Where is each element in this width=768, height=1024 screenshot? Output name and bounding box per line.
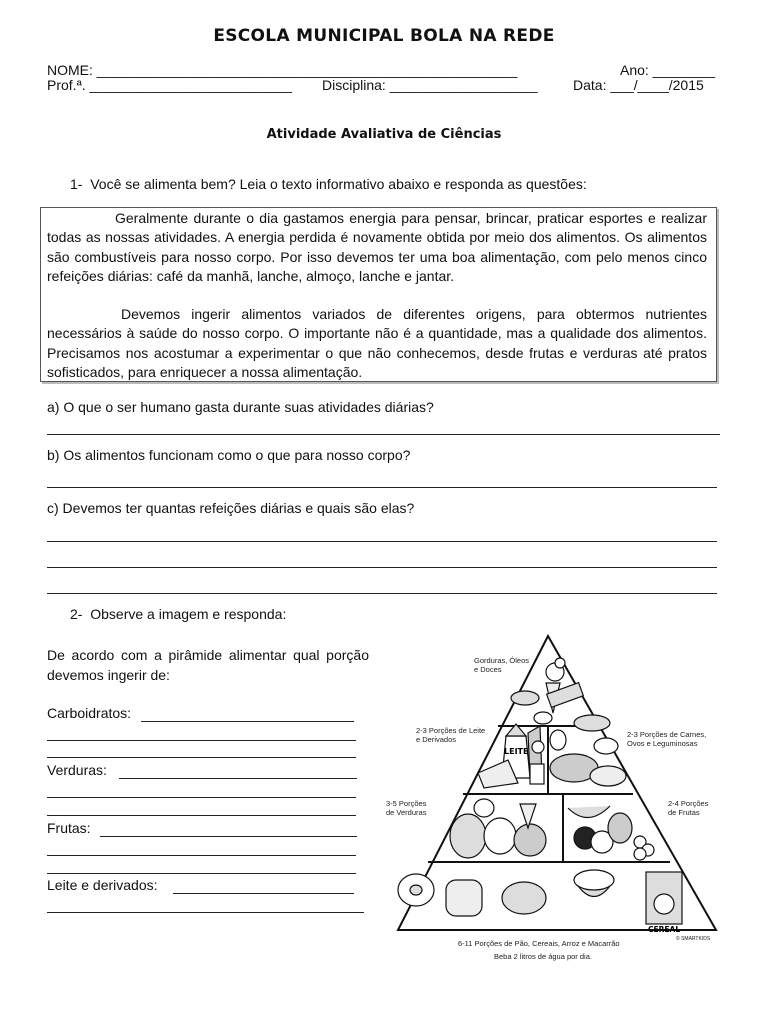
answer-line-b[interactable] [47, 487, 717, 488]
label-verduras: 3-5 Porções de Verduras [386, 799, 427, 817]
frutas-label: Frutas: [47, 820, 91, 836]
frutas-line-2[interactable] [47, 855, 356, 856]
label-gorduras: Gorduras, Óleos e Doces [474, 656, 530, 674]
activity-title: Atividade Avaliativa de Ciências [266, 127, 502, 142]
school-name: ESCOLA MUNICIPAL BOLA NA REDE [213, 26, 555, 46]
answer-line-a[interactable] [47, 434, 720, 435]
fruits-icon [568, 806, 654, 860]
answer-line-c2[interactable] [47, 567, 717, 568]
nome-field[interactable]: NOME: ______________________________________________________ [47, 62, 518, 78]
label-carnes: 2-3 Porções de Carnes, Ovos e Leguminosas [627, 730, 707, 748]
verduras-label: Verduras: [47, 762, 107, 778]
verduras-line-2[interactable] [47, 797, 356, 798]
food-pyramid-image [378, 628, 730, 938]
cereal-box-text: CEREAL [648, 925, 681, 934]
label-credit: © SMARTKIDS [676, 936, 711, 942]
ano-field[interactable]: Ano: ________ [620, 62, 715, 78]
leite-box-text: LEITE [504, 747, 529, 756]
verduras-line-3[interactable] [47, 815, 356, 816]
answer-line-c1[interactable] [47, 541, 717, 542]
question-b: b) Os alimentos funcionam como o que para nosso corpo? [47, 447, 411, 463]
carboidratos-line-3[interactable] [47, 757, 356, 758]
vegetables-icon [450, 799, 546, 858]
info-paragraph-1: Geralmente durante o dia gastamos energia para pensar, brincar, praticar esportes e realizar todas as nossas atividades. A energia perdida é novamente obtida por meio dos alimentos. Os alimentos são combustíveis para nosso corpo. Por isso devemos ter uma boa alimentação, com pelo menos cinco refeições diárias: café da manhã, lanche, almoço, lanche e jantar. [47, 210, 707, 285]
data-field[interactable]: Data: ___/____/2015 [573, 77, 704, 93]
disciplina-field[interactable]: Disciplina: ___________________ [322, 77, 538, 93]
carboidratos-line-2[interactable] [47, 740, 356, 741]
carboidratos-line-1[interactable] [141, 721, 354, 722]
question-2-prompt: 2- Observe a imagem e responda: [70, 606, 287, 622]
label-base: 6-11 Porções de Pão, Cereais, Arroz e Macarrão [458, 939, 620, 948]
info-paragraph-2: Devemos ingerir alimentos variados de diferentes origens, para obtermos nutrientes necessários à saúde do nosso corpo. O importante não é a quantidade, mas a qualidade dos alimentos. Precisamos nos acostumar a experimentar o que não conhecemos, desde frutas e verduras até pratos sofisticados, para enriquecer a nossa alimentação. [47, 306, 707, 381]
carboidratos-label: Carboidratos: [47, 705, 132, 721]
frutas-line-1[interactable] [100, 836, 357, 837]
grains-icon [398, 870, 682, 924]
answer-line-c3[interactable] [47, 593, 717, 594]
leite-label: Leite e derivados: [47, 877, 158, 893]
label-frutas: 2-4 Porções de Frutas [668, 799, 709, 817]
question-c: c) Devemos ter quantas refeições diárias e quais são elas? [47, 500, 415, 516]
verduras-line-1[interactable] [119, 778, 357, 779]
question-a: a) O que o ser humano gasta durante suas atividades diárias? [47, 399, 434, 415]
leite-line-2[interactable] [47, 912, 364, 913]
question-2-intro: De acordo com a pirâmide alimentar qual porção devemos ingerir de: [47, 647, 369, 683]
label-leite: 2-3 Porções de Leite e Derivados [416, 726, 486, 744]
frutas-line-3[interactable] [47, 873, 356, 874]
info-text-box [40, 207, 717, 382]
question-1-prompt: 1- Você se alimenta bem? Leia o texto informativo abaixo e responda as questões: [70, 176, 587, 192]
leite-line-1[interactable] [173, 893, 354, 894]
prof-field[interactable]: Prof.ª. __________________________ [47, 77, 292, 93]
label-water: Beba 2 litros de água por dia. [494, 952, 592, 961]
